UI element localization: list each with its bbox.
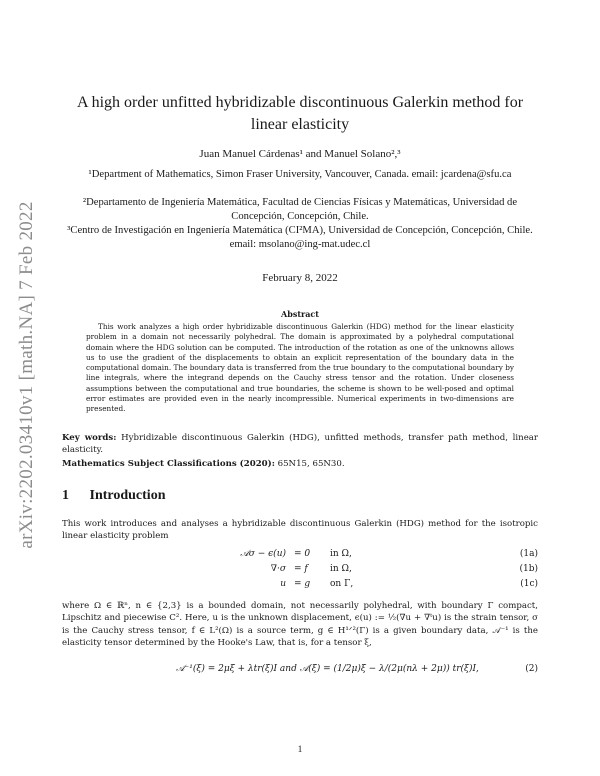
- equation-domain: in Ω,: [330, 564, 352, 574]
- abstract-heading: Abstract: [281, 309, 319, 319]
- paper-title: A high order unfitted hybridizable discontinuous Galerkin method for linear elasticity: [76, 94, 524, 133]
- abstract-text: This work analyzes a high order hybridizable discontinuous Galerkin (HDG) method for the linear elasticity problem in a domain not necessarily polyhedral. The domain is approximated by a polyhedral computational domain where the HDG solution can be computed. The introduction of the rotation as one of the unknowns allows us to use the gradient of the displacements to obtain an explicit representation of the boundary data in the computational domain. The boundary data is transferred from the true boundary to the computational boundary by line integrals, where the integrand depends on the Cauchy stress tensor and the rotation. Under closeness assumptions between the computational and true boundaries, the scheme is shown to be well-posed and optimal error estimates are provided even in the nearly incompressible. Numerical experiments in two-dimensions are presented.: [86, 322, 514, 414]
- keywords-text: Hybridizable discontinuous Galerkin (HDG), unfitted methods, transfer path method, linear elasticity.: [62, 433, 539, 456]
- affiliation-2: ²Departamento de Ingeniería Matemática, Facultad de Ciencias Físicas y Matemáticas, Universidad de Concepción, Concepción, Chile.: [82, 197, 518, 222]
- authors: Juan Manuel Cárdenas¹ and Manuel Solano²,³: [199, 148, 401, 160]
- equation-lhs: ∇·σ: [270, 564, 286, 574]
- msc: [62, 458, 538, 470]
- equation-1a: [62, 549, 538, 562]
- msc-text: 65N15, 65N30.: [277, 459, 345, 469]
- msc-label: Mathematics Subject Classifications (2020):: [62, 459, 275, 469]
- equation-domain: in Ω,: [330, 549, 352, 559]
- affiliation-1: ¹Department of Mathematics, Simon Fraser University, Vancouver, Canada. email: jcardena@sfu.ca: [88, 169, 512, 180]
- equation-rhs: = 0: [294, 549, 311, 559]
- equation-1b: [62, 564, 538, 577]
- equation-2: [62, 656, 538, 686]
- equation-tag: (1b): [519, 564, 538, 574]
- equation-domain: on Γ,: [330, 579, 354, 589]
- equation-2-tag: (2): [525, 664, 538, 674]
- equation-rhs: = g: [294, 579, 311, 589]
- equation-lhs: u: [280, 579, 286, 589]
- affiliation-3: ³Centro de Investigación en Ingeniería Matemática (CI²MA), Universidad de Concepción, Concepción, Chile. email: msolano@ing-mat.udec.cl: [67, 225, 533, 250]
- keywords: [62, 432, 538, 457]
- intro-paragraph: This work introduces and analyses a hybridizable discontinuous Galerkin (HDG) method for the isotropic linear elasticity problem: [62, 519, 538, 542]
- keywords-label: Key words:: [62, 433, 117, 443]
- equation-rhs: = f: [294, 564, 308, 574]
- section-number: 1: [62, 488, 69, 503]
- arxiv-stamp-text: arXiv:2202.03410v1 [math.NA] 7 Feb 2022: [16, 201, 37, 549]
- date: February 8, 2022: [262, 272, 338, 284]
- equation-tag: (1c): [520, 579, 538, 589]
- after-equations-paragraph: where Ω ∈ ℝⁿ, n ∈ {2,3} is a bounded domain, not necessarily polyhedral, with boundary Γ compact, Lipschitz and piecewise C². Here, u is the unknown displacement, ϵ(u) := ½(∇u + ∇ᵗu) is the strain tensor, σ is the Cauchy stress tensor, f ∈ L²(Ω) is a source term, g ∈ H¹ᐟ²(Γ) is a given boundary data, 𝒜⁻¹ is the elasticity tensor determined by the Hooke's Law, that is, for a tensor ξ,: [62, 601, 538, 649]
- section-title: Introduction: [89, 488, 166, 503]
- equation-2-body: 𝒜⁻¹(ξ) = 2μξ + λtr(ξ)I and 𝒜(ξ) = (1/2μ)ξ − λ/(2μ(nλ + 2μ)) tr(ξ)I,: [176, 664, 479, 674]
- arxiv-stamp: [14, 195, 40, 555]
- page-number: 1: [297, 745, 303, 755]
- section-heading: [62, 488, 165, 504]
- equation-1c: [62, 579, 538, 592]
- equation-lhs: 𝒜σ − ϵ(u): [240, 549, 286, 559]
- equation-tag: (1a): [519, 549, 538, 559]
